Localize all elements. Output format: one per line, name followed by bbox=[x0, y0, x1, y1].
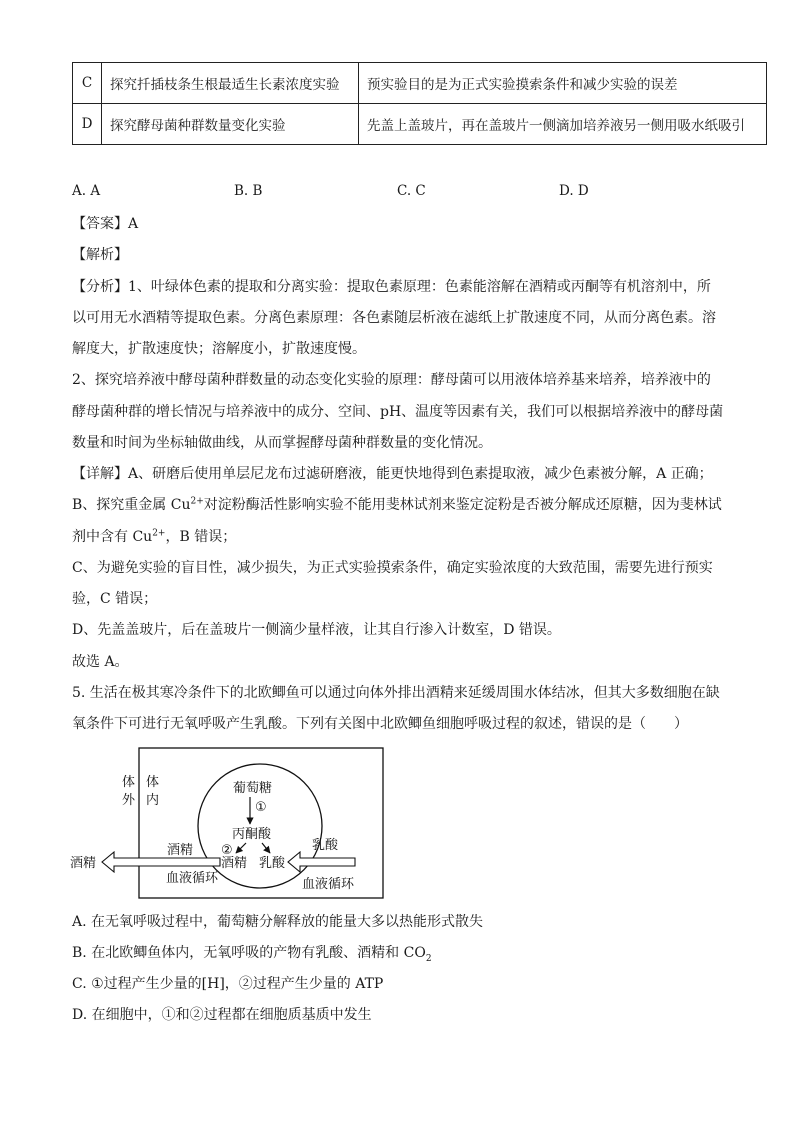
row-experiment: 探究扦插枝条生根最适生长素浓度实验 bbox=[102, 63, 359, 104]
text-span: B、探究重金属 Cu bbox=[72, 497, 191, 513]
blood-right-label: 血液循环 bbox=[302, 877, 355, 892]
analysis-p1-line2: 以可用无水酒精等提取色素。分离色素原理：各色素随层析液在滤纸上扩散速度不同，从而分离色素。溶 bbox=[72, 310, 716, 326]
answer-value: A bbox=[128, 216, 139, 232]
inside-label-1: 体 bbox=[146, 775, 160, 790]
row-experiment: 探究酵母菌种群数量变化实验 bbox=[102, 104, 359, 145]
superscript: 2+ bbox=[152, 528, 166, 539]
answer-tag: 【答案】 bbox=[72, 216, 128, 232]
question5-line2: 氧条件下可进行无氧呼吸产生乳酸。下列有关图中北欧鲫鱼细胞呼吸过程的叙述，错误的是（ ） bbox=[72, 716, 688, 732]
diagram-svg bbox=[70, 744, 390, 904]
detail-b-line2 bbox=[72, 527, 762, 547]
detail-tag: 【详解】 bbox=[72, 466, 128, 482]
answer-choices bbox=[72, 183, 762, 203]
inside-label-2: 内 bbox=[146, 793, 160, 808]
conclusion-line: 故选 A。 bbox=[72, 654, 129, 670]
glucose-label: 葡萄糖 bbox=[233, 781, 273, 796]
lactate-in-arrow bbox=[288, 852, 355, 872]
analysis-p1-line3: 解度大，扩散速度快；溶解度小，扩散速度慢。 bbox=[72, 341, 366, 357]
choice-d: D. D bbox=[559, 183, 589, 199]
outside-label-2: 外 bbox=[122, 793, 136, 808]
analysis-p2-line1: 2、探究培养液中酵母菌种群数量的动态变化实验的原理：酵母菌可以用液体培养基来培养，培养液中的 bbox=[72, 372, 711, 388]
text-span: ，B 错误； bbox=[165, 529, 237, 545]
option-c: C. ①过程产生少量的[H]，②过程产生少量的 ATP bbox=[72, 976, 384, 992]
option-b bbox=[72, 943, 762, 963]
choice-b: B. B bbox=[234, 183, 263, 199]
analysis-p1-line1 bbox=[72, 277, 762, 297]
option-a: A. 在无氧呼吸过程中，葡萄糖分解释放的能量大多以热能形式散失 bbox=[72, 914, 484, 930]
lactate-cell-label: 乳酸 bbox=[259, 856, 286, 871]
alcohol-cell-label: 酒精 bbox=[221, 856, 248, 871]
respiration-diagram bbox=[70, 744, 390, 904]
step2-label: ② bbox=[221, 843, 233, 858]
analysis-text: 1、叶绿体色素的提取和分离实验：提取色素原理：色素能溶解在酒精或丙酮等有机溶剂中，所 bbox=[128, 279, 711, 295]
analysis-p2-line3: 数量和时间为坐标轴做曲线，从而掌握酵母菌种群数量的变化情况。 bbox=[72, 435, 492, 451]
alcohol-out-label: 酒精 bbox=[70, 856, 97, 871]
alcohol-blood-label: 酒精 bbox=[167, 843, 194, 858]
row-letter: C bbox=[73, 63, 102, 104]
detail-a-line bbox=[72, 464, 762, 484]
lactate-in-label: 乳酸 bbox=[312, 838, 339, 853]
table-row bbox=[73, 63, 767, 104]
step1-label: ① bbox=[255, 800, 267, 815]
options-table bbox=[72, 62, 767, 145]
analysis-tag: 【分析】 bbox=[72, 279, 128, 295]
detail-c-line2: 验，C 错误； bbox=[72, 591, 158, 607]
table-row bbox=[73, 104, 767, 145]
alcohol-out-arrow bbox=[102, 852, 220, 872]
detail-d-line: D、先盖盖玻片，后在盖玻片一侧滴少量样液，让其自行渗入计数室，D 错误。 bbox=[72, 622, 561, 638]
option-d: D. 在细胞中，①和②过程都在细胞质基质中发生 bbox=[72, 1007, 372, 1023]
text-span: 对淀粉酶活性影响实验不能用斐林试剂来鉴定淀粉是否被分解成还原糖，因为斐林试 bbox=[203, 497, 722, 513]
analysis-heading: 【解析】 bbox=[72, 247, 128, 263]
text-span: 剂中含有 Cu bbox=[72, 529, 153, 545]
detail-text: A、研磨后使用单层尼龙布过滤研磨液，能更快地得到色素提取液，减少色素被分解，A 正确； bbox=[128, 466, 713, 482]
choice-c: C. C bbox=[397, 183, 426, 199]
blood-left-label: 血液循环 bbox=[166, 871, 219, 886]
answer-line bbox=[72, 214, 762, 234]
choice-a: A. A bbox=[72, 183, 101, 199]
detail-c-line1: C、为避免实验的盲目性，减少损失，为正式实验摸索条件，确定实验浓度的大致范围，需要先进行预实 bbox=[72, 560, 713, 576]
text-span: B. 在北欧鲫鱼体内，无氧呼吸的产物有乳酸、酒精和 CO bbox=[72, 945, 426, 961]
outside-label-1: 体 bbox=[122, 775, 136, 790]
row-letter: D bbox=[73, 104, 102, 145]
row-note: 先盖上盖玻片，再在盖玻片一侧滴加培养液另一侧用吸水纸吸引 bbox=[359, 104, 767, 145]
pyruvate-label: 丙酮酸 bbox=[232, 827, 272, 842]
arrow-pyruvate-lactate bbox=[262, 843, 270, 853]
row-note: 预实验目的是为正式实验摸索条件和减少实验的误差 bbox=[359, 63, 767, 104]
detail-b-line1 bbox=[72, 495, 762, 515]
superscript: 2+ bbox=[190, 496, 204, 507]
subscript: 2 bbox=[425, 953, 432, 964]
question5-line1: 5. 生活在极其寒冷条件下的北欧鲫鱼可以通过向体外排出酒精来延缓周围水体结冰，但其大多数细胞在缺 bbox=[72, 685, 720, 701]
analysis-p2-line2: 酵母菌种群的增长情况与培养液中的成分、空间、pH、温度等因素有关，我们可以根据培养液中的酵母菌 bbox=[72, 404, 724, 420]
arrow-pyruvate-alcohol bbox=[236, 843, 246, 853]
